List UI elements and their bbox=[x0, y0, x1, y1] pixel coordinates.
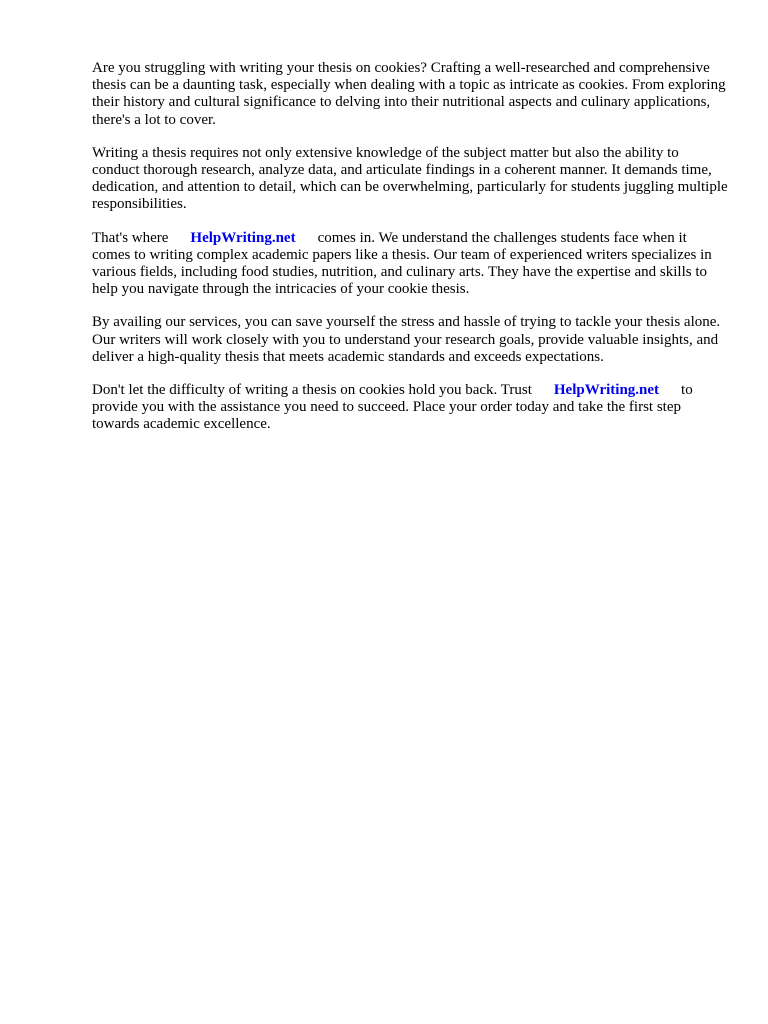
thesis-requirements-paragraph: Writing a thesis requires not only extensive knowledge of the subject matter but also the ability to conduct thorough research, analyze data, and articulate findings in a coherent manner. It demands time, dedication, and attention to detail, which can be overwhelming, particularly for students juggling multiple responsibilities. bbox=[92, 144, 728, 213]
call-to-action-paragraph bbox=[92, 382, 728, 434]
cta-text-after: to provide you with the assistance you need to succeed. Place your order today and take the first step towards academic excellence. bbox=[92, 382, 693, 433]
benefits-paragraph: By availing our services, you can save yourself the stress and hassle of trying to tackle your thesis alone. Our writers will work closely with you to understand your research goals, provide valuable insights, and deliver a high-quality thesis that meets academic standards and exceeds expectations. bbox=[92, 314, 721, 365]
service-intro-text-after: comes in. We understand the challenges students face when it comes to writing complex academic papers like a thesis. Our team of experienced writers specializes in various fields, including food studies, nutrition, and culinary arts. They have the expertise and skills to help you navigate through the intricacies of your cookie thesis. bbox=[92, 229, 712, 298]
document-page bbox=[92, 60, 728, 450]
service-intro-text-before: That's where bbox=[92, 229, 169, 246]
intro-paragraph: Are you struggling with writing your thesis on cookies? Crafting a well-researched and comprehensive thesis can be a daunting task, especially when dealing with a topic as intricate as cookies. From exploring their history and cultural significance to delving into their nutritional aspects and culinary applications, there's a lot to cover. bbox=[92, 60, 726, 128]
service-intro-paragraph bbox=[92, 230, 728, 299]
cta-text-before: Don't let the difficulty of writing a thesis on cookies hold you back. Trust bbox=[92, 382, 532, 399]
helpwriting-link[interactable]: HelpWriting.net bbox=[190, 229, 296, 246]
helpwriting-link-cta[interactable]: HelpWriting.net bbox=[553, 382, 660, 399]
